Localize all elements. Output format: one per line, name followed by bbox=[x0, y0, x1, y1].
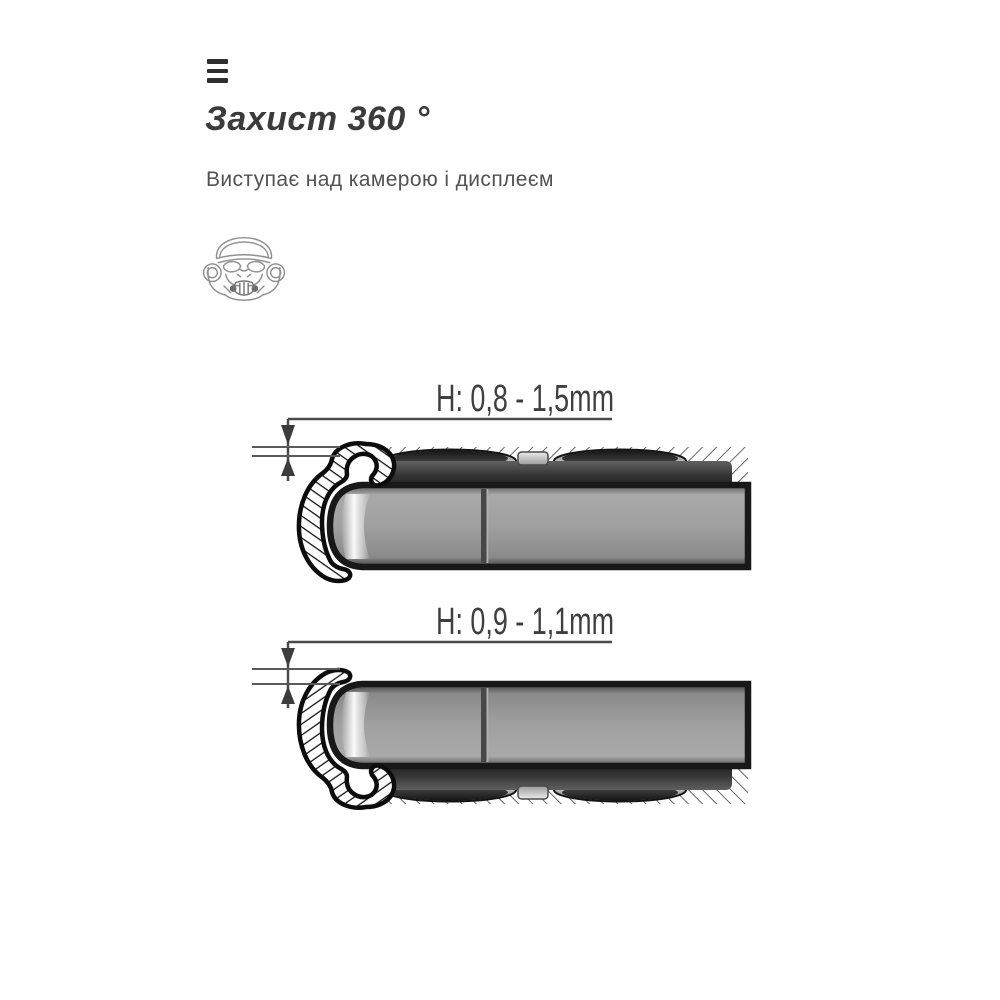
arrow-up-icon bbox=[281, 458, 295, 476]
arrow-down-icon bbox=[281, 648, 295, 667]
extension-lines bbox=[252, 447, 340, 456]
arrow-up-icon bbox=[281, 686, 295, 704]
helmet-right-eye bbox=[247, 262, 264, 272]
diagram-camera-side bbox=[180, 375, 760, 615]
menu-bar bbox=[207, 78, 228, 83]
arrow-down-icon bbox=[281, 425, 295, 445]
menu-bar bbox=[207, 69, 228, 74]
helmet-left-eye bbox=[223, 262, 240, 272]
dimension-label-camera-side: H: 0,8 - 1,5mm bbox=[436, 378, 614, 420]
phone-cross-section-flipped bbox=[299, 670, 748, 808]
phone-body bbox=[330, 485, 748, 567]
antenna-line bbox=[481, 489, 487, 563]
dimension-label-display-side: H: 0,9 - 1,1mm bbox=[436, 601, 614, 643]
page-title: Захист 360 ° bbox=[205, 100, 430, 138]
helmet-right-vent bbox=[267, 264, 285, 282]
helmet-left-vent bbox=[204, 264, 222, 282]
flash-sensor bbox=[518, 452, 548, 465]
page-subtitle: Виступає над камерою і дисплеєм bbox=[206, 168, 554, 191]
phone-cross-section bbox=[299, 443, 748, 581]
menu-icon[interactable] bbox=[207, 59, 228, 83]
menu-bar bbox=[207, 59, 228, 64]
stormtrooper-helmet-icon bbox=[202, 216, 286, 306]
diagram-display-side bbox=[180, 598, 760, 820]
